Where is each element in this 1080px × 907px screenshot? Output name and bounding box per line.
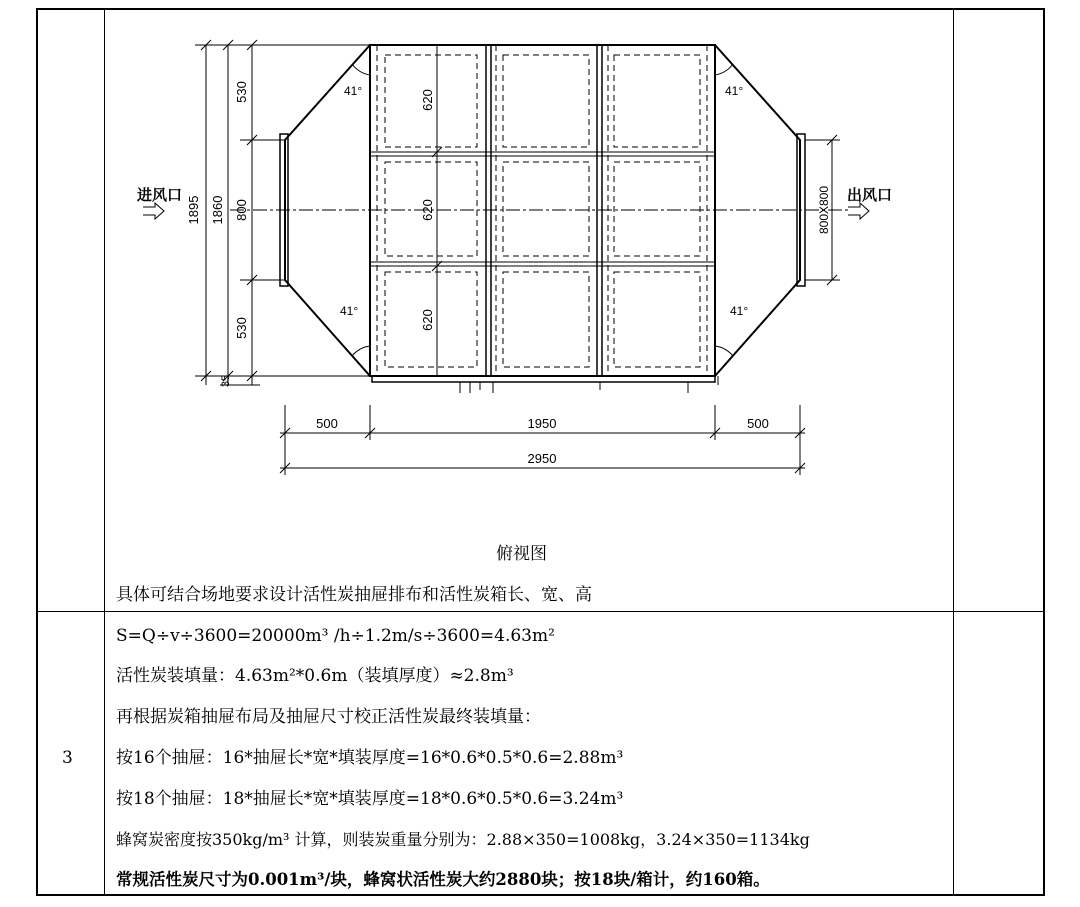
dim-1950: 1950 — [527, 416, 557, 431]
label-outlet: 出风口 — [847, 187, 893, 204]
row-index: 3 — [62, 748, 73, 768]
angle-top-left: 41° — [344, 84, 363, 98]
calc-conclusion: 常规活性炭尺寸为0.001m³/块，蜂窝状活性炭大约2880块；按18块/箱计，约160箱。 — [116, 870, 770, 889]
dim-620-a: 620 — [420, 89, 435, 111]
dim-35: 35 — [220, 374, 232, 388]
dim-800: 800 — [234, 199, 249, 221]
dim-outlet: 800X800 — [817, 185, 831, 235]
dim-620-c: 620 — [420, 309, 435, 331]
drawing-note: 具体可结合场地要求设计活性炭抽屉排布和活性炭箱长、宽、高 — [116, 585, 592, 605]
dim-500-left: 500 — [316, 416, 338, 431]
dim-530-bottom: 530 — [234, 317, 249, 339]
calc-line-4: 按16个抽屉：16*抽屉长*宽*填装厚度=16*0.6*0.5*0.6=2.88m³ — [116, 748, 624, 768]
angle-bottom-left: 41° — [340, 304, 359, 318]
drawing-caption: 俯视图 — [496, 544, 547, 564]
calc-line-1: S=Q÷v÷3600=20000m³ /h÷1.2m/s÷3600=4.63m² — [116, 626, 555, 646]
angle-top-right: 41° — [725, 84, 744, 98]
dim-2950: 2950 — [527, 451, 557, 466]
dim-left-mid: 1860 — [210, 195, 225, 225]
label-inlet: 进风口 — [137, 187, 183, 204]
calc-line-6: 蜂窝炭密度按350kg/m³ 计算，则装炭重量分别为：2.88×350=1008kg，3.24×350=1134kg — [116, 830, 810, 849]
dim-500-right: 500 — [747, 416, 769, 431]
calc-line-5: 按18个抽屉：18*抽屉长*宽*填装厚度=18*0.6*0.5*0.6=3.24m³ — [116, 789, 624, 809]
calc-line-2: 活性炭装填量：4.63m²*0.6m（装填厚度）≈2.8m³ — [116, 666, 514, 686]
angle-bottom-right: 41° — [730, 304, 749, 318]
dim-530-top: 530 — [234, 81, 249, 103]
dim-left-total: 1895 — [186, 195, 201, 225]
calc-line-3: 再根据炭箱抽屉布局及抽屉尺寸校正活性炭最终装填量： — [116, 707, 541, 727]
dim-620-b: 620 — [420, 199, 435, 221]
